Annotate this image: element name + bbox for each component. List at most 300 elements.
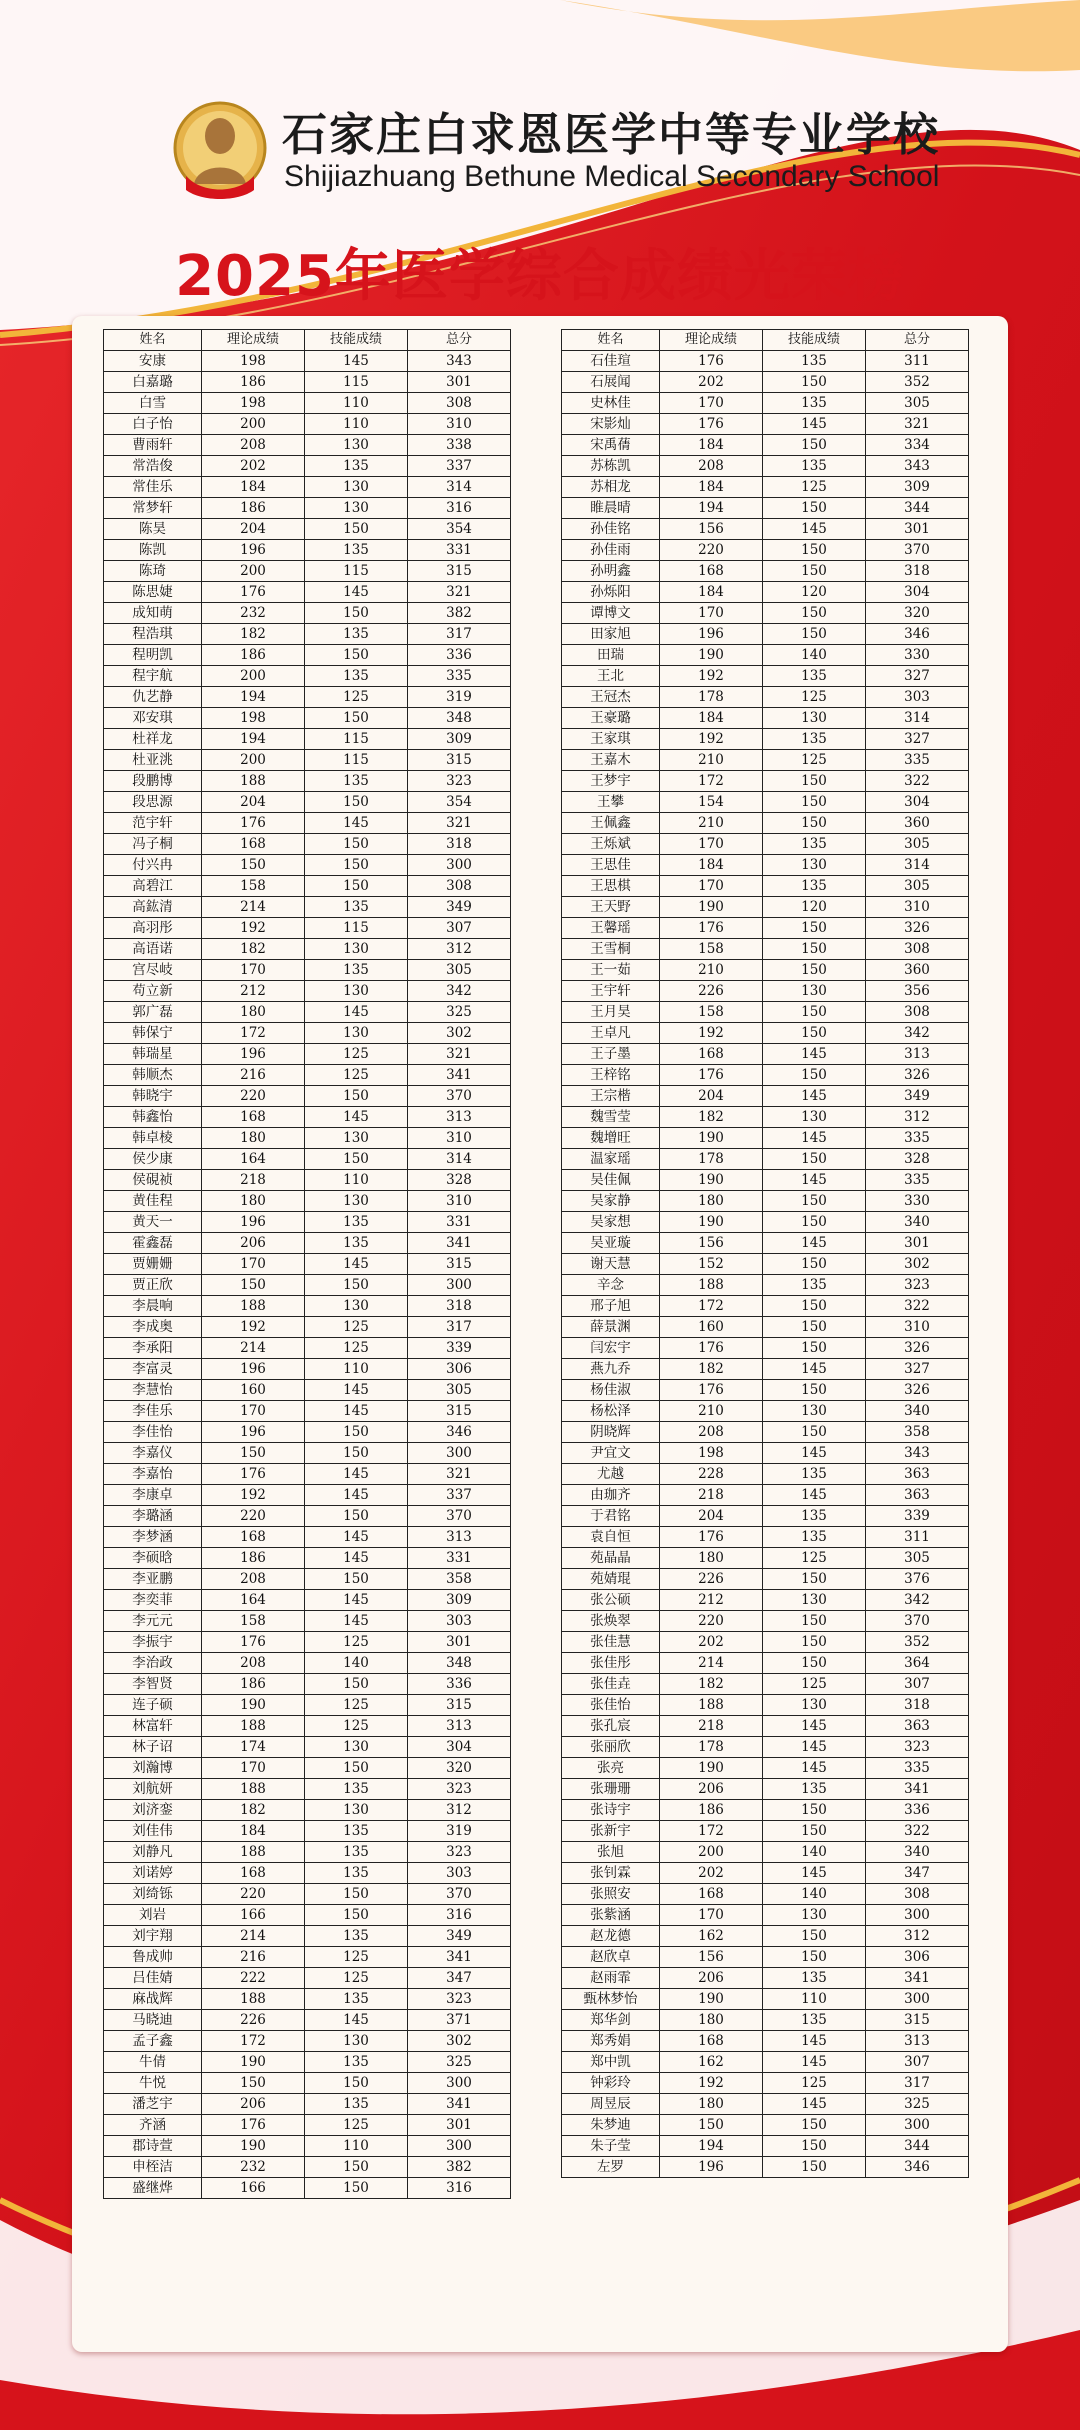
total-score-cell: 346 [866,624,969,645]
theory-score-cell: 164 [202,1590,305,1611]
table-row [104,456,511,477]
table-row [104,1128,511,1149]
student-name-cell: 杜祥龙 [104,729,202,750]
theory-score-cell: 184 [660,435,763,456]
skill-score-cell: 145 [763,1086,866,1107]
total-score-cell: 301 [408,1632,511,1653]
theory-score-cell: 170 [660,876,763,897]
skill-score-cell: 135 [305,771,408,792]
student-name-cell: 张紫涵 [562,1905,660,1926]
theory-score-cell: 204 [202,519,305,540]
total-score-cell: 321 [866,414,969,435]
total-score-cell: 308 [408,393,511,414]
theory-score-cell: 168 [660,561,763,582]
table-row [562,624,969,645]
skill-score-cell: 135 [763,351,866,372]
skill-score-cell: 135 [763,2010,866,2031]
total-score-cell: 310 [866,1317,969,1338]
skill-score-cell: 110 [305,414,408,435]
skill-score-cell: 150 [305,855,408,876]
total-score-cell: 305 [408,1380,511,1401]
total-score-cell: 325 [408,1002,511,1023]
total-score-cell: 342 [866,1590,969,1611]
table-row [104,1380,511,1401]
total-score-cell: 323 [408,1779,511,1800]
theory-score-cell: 210 [660,960,763,981]
table-row [562,1716,969,1737]
theory-score-cell: 216 [202,1065,305,1086]
skill-score-cell: 150 [305,645,408,666]
theory-score-cell: 150 [202,1443,305,1464]
skill-score-cell: 135 [305,1989,408,2010]
student-name-cell: 甄林梦怡 [562,1989,660,2010]
skill-score-cell: 150 [763,1611,866,1632]
student-name-cell: 王馨瑶 [562,918,660,939]
skill-score-cell: 150 [763,1926,866,1947]
table-row [562,1380,969,1401]
student-name-cell: 李硕晗 [104,1548,202,1569]
table-row [104,666,511,687]
student-name-cell: 张孔宸 [562,1716,660,1737]
skill-score-cell: 145 [305,2010,408,2031]
theory-score-cell: 202 [660,372,763,393]
total-score-cell: 315 [408,1695,511,1716]
skill-score-cell: 145 [763,1758,866,1779]
student-name-cell: 尹宜文 [562,1443,660,1464]
student-name-cell: 曹雨轩 [104,435,202,456]
student-name-cell: 李佳怡 [104,1422,202,1443]
student-name-cell: 张新宇 [562,1821,660,1842]
total-score-cell: 358 [408,1569,511,1590]
total-score-cell: 316 [408,498,511,519]
theory-score-cell: 188 [660,1695,763,1716]
student-name-cell: 齐涵 [104,2115,202,2136]
table-row [104,2157,511,2178]
total-score-cell: 370 [866,540,969,561]
table-row [562,1443,969,1464]
total-score-cell: 322 [866,1821,969,1842]
theory-score-cell: 176 [202,813,305,834]
skill-score-cell: 125 [763,1548,866,1569]
table-row [562,1464,969,1485]
theory-score-cell: 186 [202,645,305,666]
column-header-total: 总分 [866,330,969,351]
theory-score-cell: 158 [202,1611,305,1632]
total-score-cell: 349 [408,897,511,918]
table-row [562,897,969,918]
total-score-cell: 338 [408,435,511,456]
skill-score-cell: 135 [763,1464,866,1485]
skill-score-cell: 135 [305,1779,408,1800]
total-score-cell: 300 [408,1275,511,1296]
student-name-cell: 王梦宇 [562,771,660,792]
skill-score-cell: 145 [305,1485,408,1506]
theory-score-cell: 202 [202,456,305,477]
student-name-cell: 张公硕 [562,1590,660,1611]
total-score-cell: 308 [866,1002,969,1023]
table-row [104,960,511,981]
total-score-cell: 315 [408,1401,511,1422]
total-score-cell: 376 [866,1569,969,1590]
student-name-cell: 常浩俊 [104,456,202,477]
skill-score-cell: 130 [305,477,408,498]
theory-score-cell: 190 [660,1170,763,1191]
theory-score-cell: 194 [660,498,763,519]
theory-score-cell: 200 [202,666,305,687]
skill-score-cell: 145 [763,1863,866,1884]
theory-score-cell: 192 [660,729,763,750]
theory-score-cell: 150 [202,2073,305,2094]
total-score-cell: 319 [408,1821,511,1842]
theory-score-cell: 176 [660,351,763,372]
student-name-cell: 陈昊 [104,519,202,540]
skill-score-cell: 135 [305,624,408,645]
theory-score-cell: 220 [202,1506,305,1527]
total-score-cell: 363 [866,1485,969,1506]
theory-score-cell: 182 [660,1674,763,1695]
theory-score-cell: 206 [202,2094,305,2115]
total-score-cell: 363 [866,1464,969,1485]
theory-score-cell: 172 [202,1023,305,1044]
table-row [562,855,969,876]
student-name-cell: 王烁斌 [562,834,660,855]
table-row [562,1254,969,1275]
theory-score-cell: 216 [202,1947,305,1968]
total-score-cell: 343 [866,456,969,477]
table-row [562,1506,969,1527]
table-row [104,1737,511,1758]
table-row [562,1170,969,1191]
table-row [562,2031,969,2052]
theory-score-cell: 170 [202,1758,305,1779]
theory-score-cell: 196 [202,1422,305,1443]
theory-score-cell: 156 [660,1233,763,1254]
skill-score-cell: 135 [305,456,408,477]
total-score-cell: 300 [866,1989,969,2010]
total-score-cell: 330 [866,1191,969,1212]
theory-score-cell: 160 [660,1317,763,1338]
theory-score-cell: 222 [202,1968,305,1989]
table-row [562,645,969,666]
student-name-cell: 张佳怡 [562,1695,660,1716]
skill-score-cell: 130 [305,1800,408,1821]
total-score-cell: 306 [408,1359,511,1380]
total-score-cell: 331 [408,1212,511,1233]
student-name-cell: 李嘉仪 [104,1443,202,1464]
skill-score-cell: 150 [305,1884,408,1905]
total-score-cell: 304 [408,1737,511,1758]
table-row [104,1506,511,1527]
theory-score-cell: 176 [660,1065,763,1086]
table-row [562,960,969,981]
total-score-cell: 315 [408,750,511,771]
table-row [104,540,511,561]
table-row [104,1065,511,1086]
skill-score-cell: 150 [763,1191,866,1212]
total-score-cell: 341 [408,1065,511,1086]
total-score-cell: 341 [408,1947,511,1968]
table-row [562,771,969,792]
table-row [104,645,511,666]
total-score-cell: 340 [866,1401,969,1422]
table-row [562,540,969,561]
student-name-cell: 韩保宁 [104,1023,202,1044]
theory-score-cell: 188 [202,771,305,792]
skill-score-cell: 130 [763,1695,866,1716]
student-name-cell: 王天野 [562,897,660,918]
skill-score-cell: 110 [305,1170,408,1191]
total-score-cell: 323 [408,1842,511,1863]
table-row [104,414,511,435]
theory-score-cell: 196 [660,2157,763,2178]
student-name-cell: 吴亚璇 [562,1233,660,1254]
student-name-cell: 张旭 [562,1842,660,1863]
total-score-cell: 309 [866,477,969,498]
theory-score-cell: 190 [660,1212,763,1233]
skill-score-cell: 125 [763,687,866,708]
table-row [104,750,511,771]
student-name-cell: 王子墨 [562,1044,660,1065]
table-row [104,2031,511,2052]
theory-score-cell: 220 [202,1884,305,1905]
header [0,0,1080,320]
theory-score-cell: 206 [660,1968,763,1989]
total-score-cell: 313 [408,1527,511,1548]
table-row [104,1254,511,1275]
column-header-theory: 理论成绩 [660,330,763,351]
theory-score-cell: 188 [202,1842,305,1863]
total-score-cell: 300 [408,2073,511,2094]
student-name-cell: 王月昊 [562,1002,660,1023]
skill-score-cell: 150 [305,2157,408,2178]
skill-score-cell: 145 [305,1590,408,1611]
table-row [104,1716,511,1737]
theory-score-cell: 226 [660,981,763,1002]
student-name-cell: 张佳慧 [562,1632,660,1653]
skill-score-cell: 115 [305,561,408,582]
skill-score-cell: 150 [763,2136,866,2157]
student-name-cell: 刘岩 [104,1905,202,1926]
total-score-cell: 301 [866,519,969,540]
total-score-cell: 310 [408,1191,511,1212]
skill-score-cell: 130 [763,1905,866,1926]
total-score-cell: 307 [866,2052,969,2073]
student-name-cell: 李成奥 [104,1317,202,1338]
skill-score-cell: 115 [305,750,408,771]
theory-score-cell: 214 [202,897,305,918]
skill-score-cell: 150 [763,1632,866,1653]
student-name-cell: 牛悦 [104,2073,202,2094]
total-score-cell: 316 [408,1905,511,1926]
total-score-cell: 318 [408,834,511,855]
skill-score-cell: 145 [305,1464,408,1485]
theory-score-cell: 200 [202,561,305,582]
student-name-cell: 宋禹蒨 [562,435,660,456]
table-row [562,1569,969,1590]
table-row [562,2073,969,2094]
total-score-cell: 314 [408,477,511,498]
table-row [562,1737,969,1758]
skill-score-cell: 150 [305,876,408,897]
skill-score-cell: 135 [305,2052,408,2073]
student-name-cell: 李奕菲 [104,1590,202,1611]
table-row [104,1359,511,1380]
skill-score-cell: 125 [305,1065,408,1086]
skill-score-cell: 150 [763,1380,866,1401]
theory-score-cell: 178 [660,1149,763,1170]
student-name-cell: 安康 [104,351,202,372]
skill-score-cell: 110 [305,2136,408,2157]
theory-score-cell: 160 [202,1380,305,1401]
student-name-cell: 王冠杰 [562,687,660,708]
total-score-cell: 305 [866,834,969,855]
theory-score-cell: 226 [660,1569,763,1590]
theory-score-cell: 188 [202,1296,305,1317]
theory-score-cell: 172 [660,771,763,792]
table-row [562,1863,969,1884]
theory-score-cell: 150 [202,855,305,876]
skill-score-cell: 150 [305,1758,408,1779]
table-row [562,414,969,435]
theory-score-cell: 168 [202,1107,305,1128]
table-row [104,939,511,960]
theory-score-cell: 180 [660,2010,763,2031]
total-score-cell: 371 [408,2010,511,2031]
theory-score-cell: 158 [660,939,763,960]
student-name-cell: 盛继烨 [104,2178,202,2199]
student-name-cell: 田家旭 [562,624,660,645]
table-row [562,1653,969,1674]
theory-score-cell: 190 [202,1695,305,1716]
total-score-cell: 309 [408,1590,511,1611]
theory-score-cell: 196 [202,540,305,561]
total-score-cell: 347 [866,1863,969,1884]
total-score-cell: 301 [866,1233,969,1254]
skill-score-cell: 150 [763,372,866,393]
theory-score-cell: 170 [202,960,305,981]
skill-score-cell: 150 [305,1275,408,1296]
total-score-cell: 300 [408,855,511,876]
skill-score-cell: 145 [763,1716,866,1737]
table-row [562,456,969,477]
school-name-en: Shijiazhuang Bethune Medical Secondary School [284,160,940,193]
total-score-cell: 311 [866,1527,969,1548]
skill-score-cell: 135 [305,666,408,687]
student-name-cell: 张焕翠 [562,1611,660,1632]
skill-score-cell: 135 [305,897,408,918]
student-name-cell: 常佳乐 [104,477,202,498]
total-score-cell: 364 [866,1653,969,1674]
skill-score-cell: 150 [763,1002,866,1023]
total-score-cell: 309 [408,729,511,750]
table-row [104,1527,511,1548]
student-name-cell: 韩瑞星 [104,1044,202,1065]
student-name-cell: 宫尽岐 [104,960,202,981]
student-name-cell: 孙佳铭 [562,519,660,540]
table-row [104,1569,511,1590]
table-row [562,582,969,603]
skill-score-cell: 135 [763,393,866,414]
theory-score-cell: 204 [660,1506,763,1527]
skill-score-cell: 125 [305,1338,408,1359]
total-score-cell: 322 [866,771,969,792]
student-name-cell: 张丽欣 [562,1737,660,1758]
table-row [562,1317,969,1338]
table-row [104,1317,511,1338]
theory-score-cell: 180 [660,1191,763,1212]
table-row [104,1443,511,1464]
total-score-cell: 307 [408,918,511,939]
student-name-cell: 冯子桐 [104,834,202,855]
theory-score-cell: 200 [660,1842,763,1863]
skill-score-cell: 125 [305,1968,408,1989]
student-name-cell: 李承阳 [104,1338,202,1359]
theory-score-cell: 198 [202,708,305,729]
table-row [562,687,969,708]
total-score-cell: 336 [408,1674,511,1695]
total-score-cell: 317 [408,624,511,645]
total-score-cell: 318 [866,1695,969,1716]
theory-score-cell: 218 [660,1716,763,1737]
skill-score-cell: 135 [763,1779,866,1800]
student-name-cell: 李振宇 [104,1632,202,1653]
skill-score-cell: 145 [763,1359,866,1380]
table-row [562,1485,969,1506]
skill-score-cell: 125 [305,1695,408,1716]
total-score-cell: 352 [866,372,969,393]
skill-score-cell: 150 [763,813,866,834]
table-row [104,1779,511,1800]
student-name-cell: 辛念 [562,1275,660,1296]
student-name-cell: 左罗 [562,2157,660,2178]
skill-score-cell: 150 [763,2157,866,2178]
student-name-cell: 张照安 [562,1884,660,1905]
student-name-cell: 李富灵 [104,1359,202,1380]
total-score-cell: 305 [866,1548,969,1569]
theory-score-cell: 226 [202,2010,305,2031]
student-name-cell: 张亮 [562,1758,660,1779]
table-row [104,2010,511,2031]
table-row [562,1611,969,1632]
total-score-cell: 315 [866,2010,969,2031]
table-row [562,1548,969,1569]
theory-score-cell: 192 [202,1317,305,1338]
student-name-cell: 张钊霖 [562,1863,660,1884]
total-score-cell: 343 [408,351,511,372]
total-score-cell: 346 [866,2157,969,2178]
table-row [562,1275,969,1296]
total-score-cell: 321 [408,813,511,834]
total-score-cell: 370 [408,1086,511,1107]
student-name-cell: 麻战辉 [104,1989,202,2010]
total-score-cell: 315 [408,1254,511,1275]
skill-score-cell: 150 [305,603,408,624]
theory-score-cell: 190 [660,897,763,918]
theory-score-cell: 168 [660,1884,763,1905]
table-row [562,1632,969,1653]
table-row [104,1485,511,1506]
table-row [104,1989,511,2010]
student-name-cell: 范宇轩 [104,813,202,834]
student-name-cell: 王家琪 [562,729,660,750]
table-row [562,813,969,834]
skill-score-cell: 150 [305,1506,408,1527]
total-score-cell: 348 [408,1653,511,1674]
skill-score-cell: 125 [763,2073,866,2094]
theory-score-cell: 170 [202,1254,305,1275]
total-score-cell: 339 [408,1338,511,1359]
total-score-cell: 382 [408,2157,511,2178]
